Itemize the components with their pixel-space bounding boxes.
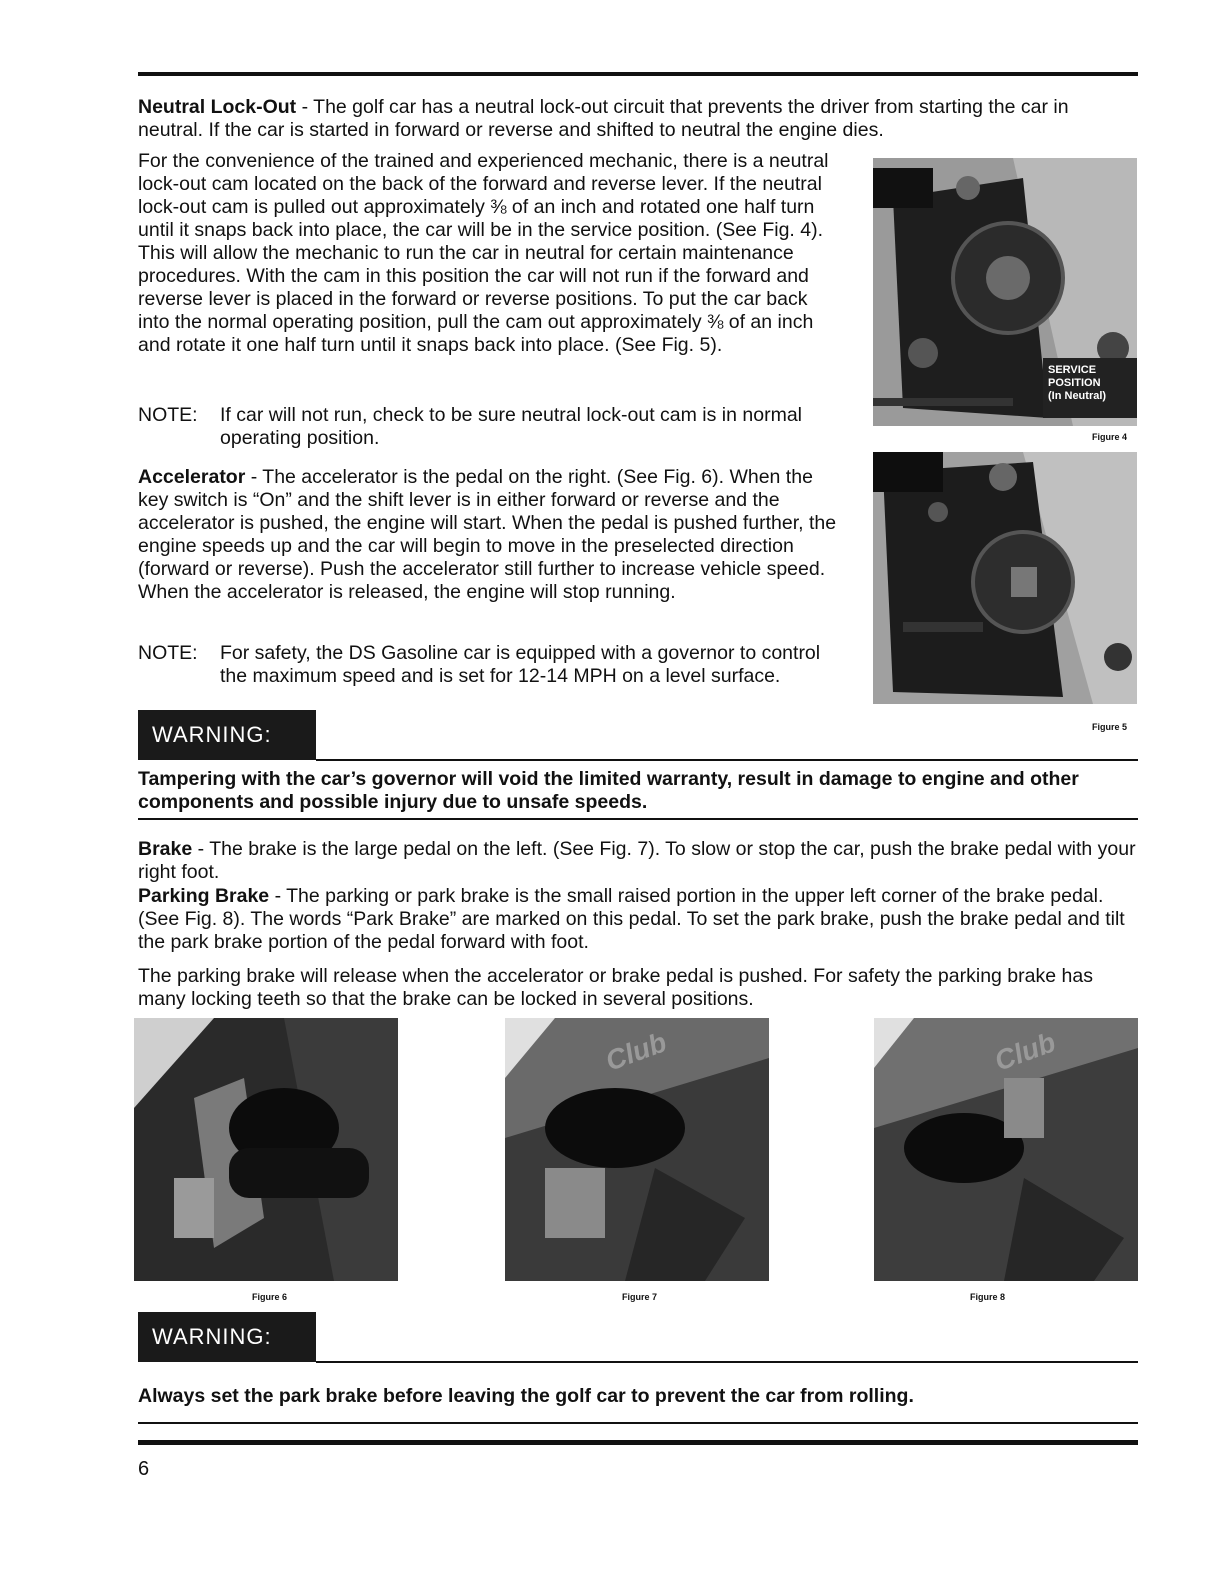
warning-rule bbox=[316, 1361, 1138, 1363]
figure-8-photo bbox=[874, 1018, 1138, 1281]
figure-7-caption: Figure 7 bbox=[622, 1292, 658, 1302]
brake-body: - The brake is the large pedal on the left. (See Fig. 7). To slow or stop the car, push the brake pedal with your right foot. bbox=[138, 838, 1136, 883]
figure-8-caption: Figure 8 bbox=[970, 1292, 1006, 1302]
note-neutral bbox=[138, 404, 840, 450]
accelerator-heading: Accelerator bbox=[138, 466, 246, 488]
figure-6-caption: Figure 6 bbox=[252, 1292, 288, 1302]
warning-governor-text: Tampering with the car’s governor will void the limited warranty, result in damage to engine and other components and possible injury due to unsafe speeds. bbox=[138, 768, 1079, 813]
parking-brake-heading: Parking Brake bbox=[138, 885, 270, 907]
figure-4-photo bbox=[873, 158, 1137, 426]
bottom-rule bbox=[138, 1440, 1138, 1445]
parking-brake-body: - The parking or park brake is the small raised portion in the upper left corner of the brake pedal. (See Fig. 8). The words “Park Brake” are marked on this pedal. To set the park brake, push the brake pedal and tilt the park brake portion of the pedal forward with foot. bbox=[138, 885, 1125, 953]
parking-brake-release: The parking brake will release when the accelerator or brake pedal is pushed. For safety the parking brake has many locking teeth so that the brake can be locked in several positions. bbox=[138, 965, 1093, 1010]
figure-5-photo bbox=[873, 452, 1137, 704]
accelerator-paragraph bbox=[138, 466, 840, 604]
figure-8-logo: Club bbox=[990, 1026, 1060, 1077]
figure-6-illustration bbox=[134, 1018, 398, 1281]
neutral-lockout-intro bbox=[138, 96, 1138, 142]
warning-badge: WARNING: bbox=[138, 1312, 316, 1362]
neutral-lockout-body: For the convenience of the trained and experienced mechanic, there is a neutral lock-out cam located on the back of the forward and reverse lever. If the neutral lock-out cam is pulled out approximately ⅜ of an inch and rotated one half turn until it snaps back into place, the car will be in the service position. (See Fig. 4). This will allow the mechanic to run the car in neutral for certain maintenance procedures. With the cam in this position the car will not run if the forward and reverse lever is placed in the forward or reverse positions. To put the car back into the normal operating position, pull the cam out approximately ⅜ of an inch and rotate it one half turn until it snaps back into place. (See Fig. 5). bbox=[138, 150, 829, 356]
brake-paragraph bbox=[138, 838, 1138, 884]
top-rule bbox=[138, 72, 1138, 76]
neutral-lockout-intro-text: - The golf car has a neutral lock-out circuit that prevents the driver from starting the car in neutral. If the car is started in forward or reverse and shifted to neutral the engine dies. bbox=[138, 96, 1069, 141]
warning-badge: WARNING: bbox=[138, 710, 316, 760]
note-text: For safety, the DS Gasoline car is equipped with a governor to control the maximum speed and is set for 12-14 MPH on a level surface. bbox=[220, 642, 821, 687]
figure-6-photo bbox=[134, 1018, 398, 1281]
parking-brake-paragraph bbox=[138, 885, 1138, 954]
page-number: 6 bbox=[138, 1458, 150, 1480]
figure-7-photo bbox=[505, 1018, 769, 1281]
warning-bottom-rule bbox=[138, 818, 1138, 820]
note-text: If car will not run, check to be sure neutral lock-out cam is in normal operating position. bbox=[220, 404, 802, 449]
figure-5-illustration bbox=[873, 452, 1137, 704]
brake-heading: Brake bbox=[138, 838, 193, 860]
note-label: NOTE: bbox=[138, 404, 198, 426]
neutral-lockout-heading: Neutral Lock-Out bbox=[138, 96, 297, 118]
figure-5-caption: Figure 5 bbox=[1092, 722, 1128, 732]
note-label: NOTE: bbox=[138, 642, 198, 664]
warning-bottom-rule bbox=[138, 1422, 1138, 1424]
note-governor bbox=[138, 642, 840, 688]
accelerator-body: - The accelerator is the pedal on the right. (See Fig. 6). When the key switch is “On” and the shift lever is in either forward or reverse and the accelerator is pushed, the engine will start. When the pedal is pushed further, the engine speeds up and the car will begin to move in the preselected direction (forward or reverse). Push the accelerator still further to increase vehicle speed. When the accelerator is released, the engine will stop running. bbox=[138, 466, 837, 603]
warning-rule bbox=[316, 759, 1138, 761]
figure-7-logo: Club bbox=[601, 1026, 671, 1077]
warning-park-brake-text: Always set the park brake before leaving the golf car to prevent the car from rolling. bbox=[138, 1385, 914, 1407]
figure-4-caption: Figure 4 bbox=[1092, 432, 1128, 442]
figure-4-service-label: SERVICE POSITION (In Neutral) bbox=[1048, 364, 1107, 402]
